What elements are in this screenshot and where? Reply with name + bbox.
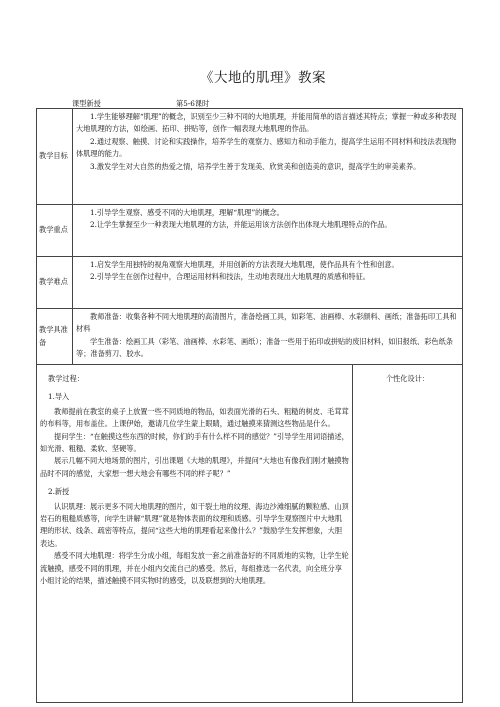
personalized-design-column (353, 365, 463, 703)
key-points-content (73, 205, 463, 257)
difficult-point-item: 2.引导学生在创作过程中，合理运用材料和技法，生动地表现出大地肌理的质感和特征。 (90, 272, 370, 282)
difficult-point-item: 1.启发学生用独特的视角观察大地肌理，并用创新的方法表现大地肌理，使作品具有个性和创意。 (90, 260, 399, 269)
section-title: 2.新授 (48, 487, 70, 497)
page-title: 《大地的肌理》教案 (200, 70, 326, 86)
process-paragraph: 提问学生：“在触摸这些东西的时候，你们的手有什么样不同的感觉？”引导学生用词语描述，如光滑、粗糙、柔软、坚硬等。 (40, 431, 349, 454)
process-heading: 教学过程： (48, 374, 84, 383)
process-paragraph: 展示几幅不同大地场景的图片，引出课题《大地的肌理》，并提问“大地也有像我们刚才触摸物品时不同的感觉，大家想一想大地会有哪些不同的样子呢？” (40, 456, 349, 478)
goal-item: 2.通过观察、触摸、讨论和实践操作，培养学生的观察力、感知力和动手能力，提高学生运用不同材料和技法表现物体肌理的能力。 (76, 136, 457, 159)
preparation-item: 教师准备：收集各种不同大地肌理的高清图片，准备绘画工具，如彩笔、油画棒、水彩颜料、画纸；准备拓印工具和材料 (76, 312, 457, 334)
process-paragraph: 感受不同大地肌理：将学生分成小组，每组发放一套之前准备好的不同质地的实物，让学生轮流触摸，感受不同的肌理，并在小组内交流自己的感受。然后，每组推选一名代表，向全班分享小组讨论的结果，描述触摸不同实物时的感受，以及联想到的大地肌理。 (40, 551, 349, 586)
lesson-hours: 第5-6课时 (176, 99, 210, 108)
process-paragraph: 教师提前在教室的桌子上放置一些不同质地的物品，如表面光滑的石头、粗糙的树皮、毛茸茸的布料等，用布盖住。上课伊始，邀请几位学生蒙上眼睛，通过触摸来猜测这些物品是什么。 (40, 406, 349, 429)
lesson-type: 课型新授 (72, 99, 101, 108)
goals-content (73, 109, 463, 205)
row-difficult-points (37, 257, 463, 309)
difficult-points-label: 教学难点 (37, 257, 73, 309)
key-point-item: 1.引导学生观察、感受不同的大地肌理，理解“肌理”的概念。 (90, 208, 284, 217)
goal-item: 3.激发学生对大自然的热爱之情，培养学生善于发现美、欣赏美和创造美的意识，提高学生的审美素养。 (90, 161, 421, 171)
personalized-design-title: 个性化设计： (385, 374, 430, 383)
key-point-item: 2.让学生掌握至少一种表现大地肌理的方法，并能运用该方法创作出体现大地肌理特点的作品。 (90, 220, 392, 230)
row-goals (37, 109, 463, 205)
goal-item: 1.学生能够理解“肌理”的概念，识别至少三种不同的大地肌理，并能用简单的语言描述其特点；掌握一种或多种表现大地肌理的方法，如绘画、拓印、拼贴等，创作一幅表现大地肌理的作品。 (76, 112, 457, 134)
key-points-label: 教学重点 (37, 205, 73, 257)
process-paragraph: 认识肌理：展示更多不同大地肌理的图片，如干裂土地的纹理、海边沙滩细腻的颗粒感、山顶岩石的粗糙质感等，向学生讲解“肌理”就是物体表面的纹理和质感。引导学生观察图片中大地肌理的形状、线条、疏密等特点，提问“这些大地的肌理看起来像什么？”鼓励学生发挥想象，大胆表达。 (40, 501, 349, 548)
preparation-label: 教学具准备 (37, 309, 73, 365)
preparation-item: 学生准备：绘画工具（彩笔、油画棒、水彩笔、画纸）；准备一些用于拓印或拼贴的废旧材料，如旧报纸、彩色纸条等；准备剪刀、胶水。 (76, 336, 453, 359)
section-title: 1.导入 (48, 392, 70, 402)
difficult-points-content (73, 257, 463, 309)
row-process (37, 365, 463, 703)
process-content (37, 365, 353, 703)
row-key-points (37, 205, 463, 257)
preparation-content (73, 309, 463, 365)
goals-label: 教学目标 (37, 109, 73, 205)
lesson-plan-table (36, 108, 463, 703)
row-preparation (37, 309, 463, 365)
